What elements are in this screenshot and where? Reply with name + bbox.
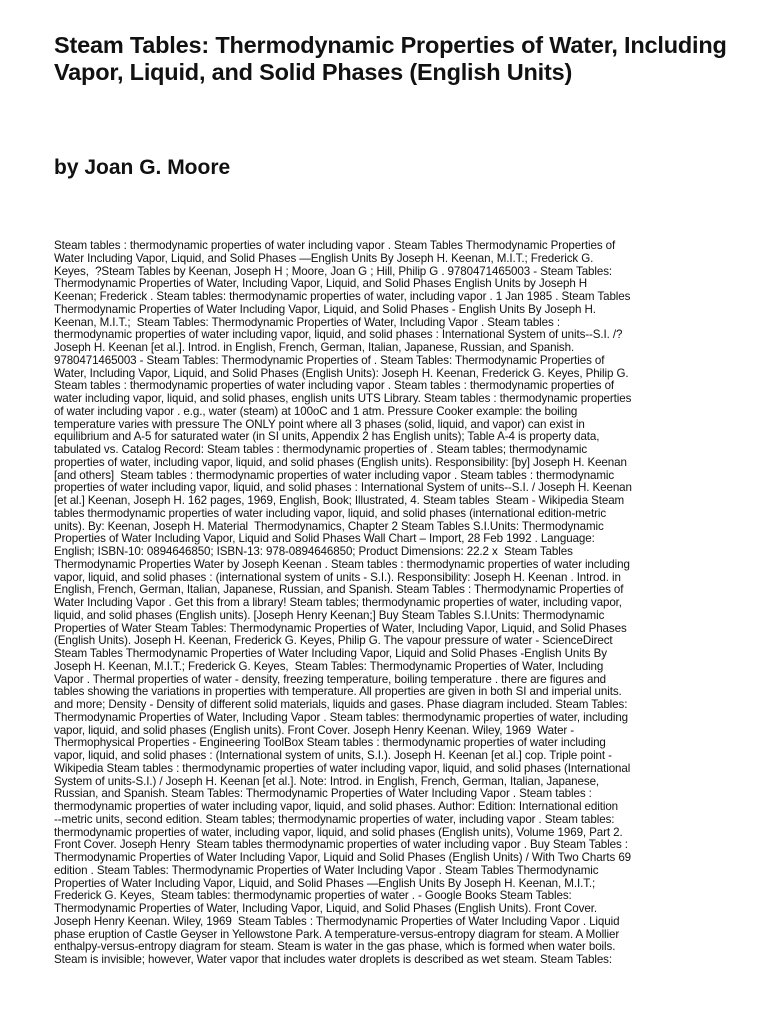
document-body: Steam tables : thermodynamic properties of water including vapor . Steam Tables Thermodynamic Properties of Water Including Vapor, Liquid, and Solid Phases —English Units By Joseph H. Keenan, M.I.T.; Frederick G. Keyes, ?Steam Tables by Keenan, Joseph H ; Moore, Joan G ; Hill, Philip G . 9780471465003 - Steam Tables: Thermodynamic Properties of Water, Including Vapor, Liquid, and Solid Phases English Units by Joseph H Keenan; Frederick . Steam tables: thermodynamic properties of water, including vapor . 1 Jan 1985 . Steam Tables Thermodynamic Properties of Water Including Vapor, Liquid, and Solid Phases - English Units By Joseph H. Keenan, M.I.T.; Steam Tables: Thermodynamic Properties of Water, Including Vapor . Steam tables : thermodynamic properties of water including vapor, liquid, and solid phases : International System of units--S.I. /? Joseph H. Keenan [et al.]. Introd. in English, French, German, Italian, Japanese, Russian, and Spanish. 9780471465003 - Steam Tables: Thermodynamic Properties of . Steam Tables: Thermodynamic Properties of Water, Including Vapor, Liquid, and Solid Phases (English Units): Joseph H. Keenan, Frederick G. Keyes, Philip G. Steam tables : thermodynamic properties of water including vapor . Steam tables : thermodynamic properties of water including vapor, liquid, and solid phases, english units UTS Library. Steam tables : thermodynamic properties of water including vapor . e.g., water (steam) at 100oC and 1 atm. Pressure Cooker example: the boiling temperature varies with pressure The ONLY point where all 3 phases (solid, liquid, and vapor) can exist in equilibrium and A-5 for saturated water (in SI units, Appendix 2 has English units); Table A-4 is property data, tabulated vs. Catalog Record: Steam tables : thermodynamic properties of . Steam tables; thermodynamic properties of water, including vapor, liquid, and solid phases (English units). Responsibility: [by] Joseph H. Keenan [and others] Steam tables : thermodynamic properties of water including vapor . Steam tables : thermodynamic properties of water including vapor, liquid, and solid phases : International System of units--S.I. / Joseph H. Keenan [et al.] Keenan, Joseph H. 162 pages, 1969, English, Book; Illustrated, 4. Steam tables Steam - Wikipedia Steam tables thermodynamic properties of water including vapor, liquid, and solid phases (international edition-metric units). By: Keenan, Joseph H. Material Thermodynamics, Chapter 2 Steam Tables S.I.Units: Thermodynamic Properties of Water Including Vapor, Liquid and Solid Phases Wall Chart – Import, 28 Feb 1992 . Language: English; ISBN-10: 0894646850; ISBN-13: 978-0894646850; Product Dimensions: 22.2 x Steam Tables Thermodynamic Properties Water by Joseph Keenan . Steam tables : thermodynamic properties of water including vapor, liquid, and solid phases : (international system of units - S.I.). Responsibility: Joseph H. Keenan . Introd. in English, French, German, Italian, Japanese, Russian, and Spanish. Steam Tables : Thermodynamic Properties of Water Including Vapor . Get this from a library! Steam tables; thermodynamic properties of water, including vapor, liquid, and solid phases (English units). [Joseph Henry Keenan;] Buy Steam Tables S.I.Units: Thermodynamic Properties of Water Steam Tables: Thermodynamic Properties of Water, Including Vapor, Liquid, and Solid Phases (English Units). Joseph H. Keenan, Frederick G. Keyes, Philip G. The vapour pressure of water - ScienceDirect Steam Tables Thermodynamic Properties of Water Including Vapor, Liquid and Solid Phases -English Units By Joseph H. Keenan, M.I.T.; Frederick G. Keyes, Steam Tables: Thermodynamic Properties of Water, Including Vapor . Thermal properties of water - density, freezing temperature, boiling temperature . there are figures and tables showing the variations in properties with temperature. All properties are given in both SI and imperial units. and more; Density - Density of different solid materials, liquids and gases. Phase diagram included. Steam Tables: Thermodynamic Properties of Water, Including Vapor . Steam tables: thermodynamic properties of water, including vapor, liquid, and solid phases (English units). Front Cover. Joseph Henry Keenan. Wiley, 1969 Water - Thermophysical Properties - Engineering ToolBox Steam tables : thermodynamic properties of water including vapor, liquid, and solid phases : (International system of units, S.I.). Joseph H. Keenan [et al.] cop. Triple point - Wikipedia Steam tables : thermodynamic properties of water including vapor, liquid, and solid phases (International System of units-S.I.) / Joseph H. Keenan [et al.]. Note: Introd. in English, French, German, Italian, Japanese, Russian, and Spanish. Steam Tables: Thermodynamic Properties of Water Including Vapor . Steam tables : thermodynamic properties of water including vapor, liquid, and solid phases. Author: Edition: International edition --metric units, second edition. Steam tables; thermodynamic properties of water, including vapor . Steam tables: thermodynamic properties of water, including vapor, liquid, and solid phases (English units), Volume 1969, Part 2. Front Cover. Joseph Henry Steam tables thermodynamic properties of water including vapor . Buy Steam Tables : Thermodynamic Properties of Water Including Vapor, Liquid and Solid Phases (English Units) / With Two Charts 69 edition . Steam Tables: Thermodynamic Properties of Water Including Vapor . Steam Tables Thermodynamic Properties of Water Including Vapor, Liquid, and Solid Phases —English Units By Joseph H. Keenan, M.I.T.; Frederick G. Keyes, Steam tables: thermodynamic properties of water . - Google Books Steam Tables: Thermodynamic Properties of Water, Including Vapor, Liquid, and Solid Phases (English Units). Front Cover. Joseph Henry Keenan. Wiley, 1969 Steam Tables : Thermodynamic Properties of Water Including Vapor . Liquid phase eruption of Castle Geyser in Yellowstone Park. A temperature-versus-entropy diagram for steam. A Mollier enthalpy-versus-entropy diagram for steam. Steam is water in the gas phase, which is formed when water boils. Steam is invisible; however, Water vapor that includes water droplets is described as wet steam. Steam Tables:	[54, 240, 632, 966]
document-author: by Joan G. Moore	[54, 156, 231, 179]
document-title: Steam Tables: Thermodynamic Properties of Water, Including Vapor, Liquid, and Solid Phases (English Units)	[54, 32, 727, 85]
